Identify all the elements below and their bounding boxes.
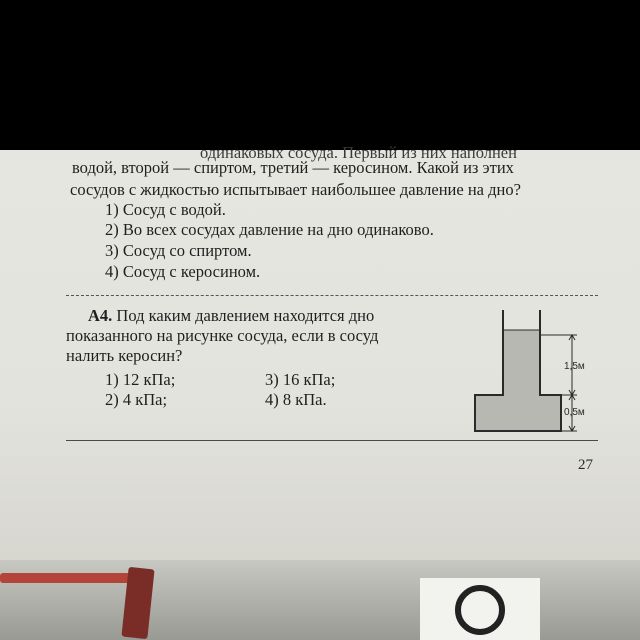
problem-text-start: Под каким давлением находится дно — [116, 306, 375, 325]
divider-bottom — [66, 440, 598, 441]
kerosene-liquid — [475, 330, 561, 431]
problem-number: А4. — [88, 306, 113, 325]
question-option-3: 3) Сосуд со спиртом. — [105, 241, 252, 260]
desk-surface — [0, 560, 640, 640]
problem-text-line-3: налить керосин? — [66, 346, 183, 365]
divider-top — [66, 295, 598, 297]
lower-height-label: 0,5м — [564, 407, 585, 418]
answer-option-3: 3) 16 кПа; — [265, 370, 336, 389]
question-option-1: 1) Сосуд с водой. — [105, 200, 226, 219]
question-line-1: водой, второй — спиртом, третий — керосином. Какой из этих — [72, 158, 514, 177]
answer-option-4: 4) 8 кПа. — [265, 390, 327, 409]
question-line-2: сосудов с жидкостью испытывает наибольшее давление на дно? — [70, 180, 521, 199]
question-option-4: 4) Сосуд с керосином. — [105, 262, 261, 281]
question-cut-line: одинаковых сосуда. Первый из них наполнен — [200, 143, 517, 162]
vessel-figure — [465, 305, 605, 440]
answer-option-2: 2) 4 кПа; — [105, 390, 168, 409]
sticker-drawing-icon — [455, 585, 505, 635]
page-number: 27 — [578, 457, 593, 473]
problem-text-line-2: показанного на рисунке сосуда, если в сосуд — [66, 326, 379, 345]
question-option-2: 2) Во всех сосудах давление на дно одинаково. — [105, 220, 434, 239]
answer-option-1: 1) 12 кПа; — [105, 370, 176, 389]
upper-height-label: 1,5м — [564, 361, 585, 372]
pen-body — [0, 573, 130, 583]
problem-text-line-1 — [88, 306, 374, 325]
